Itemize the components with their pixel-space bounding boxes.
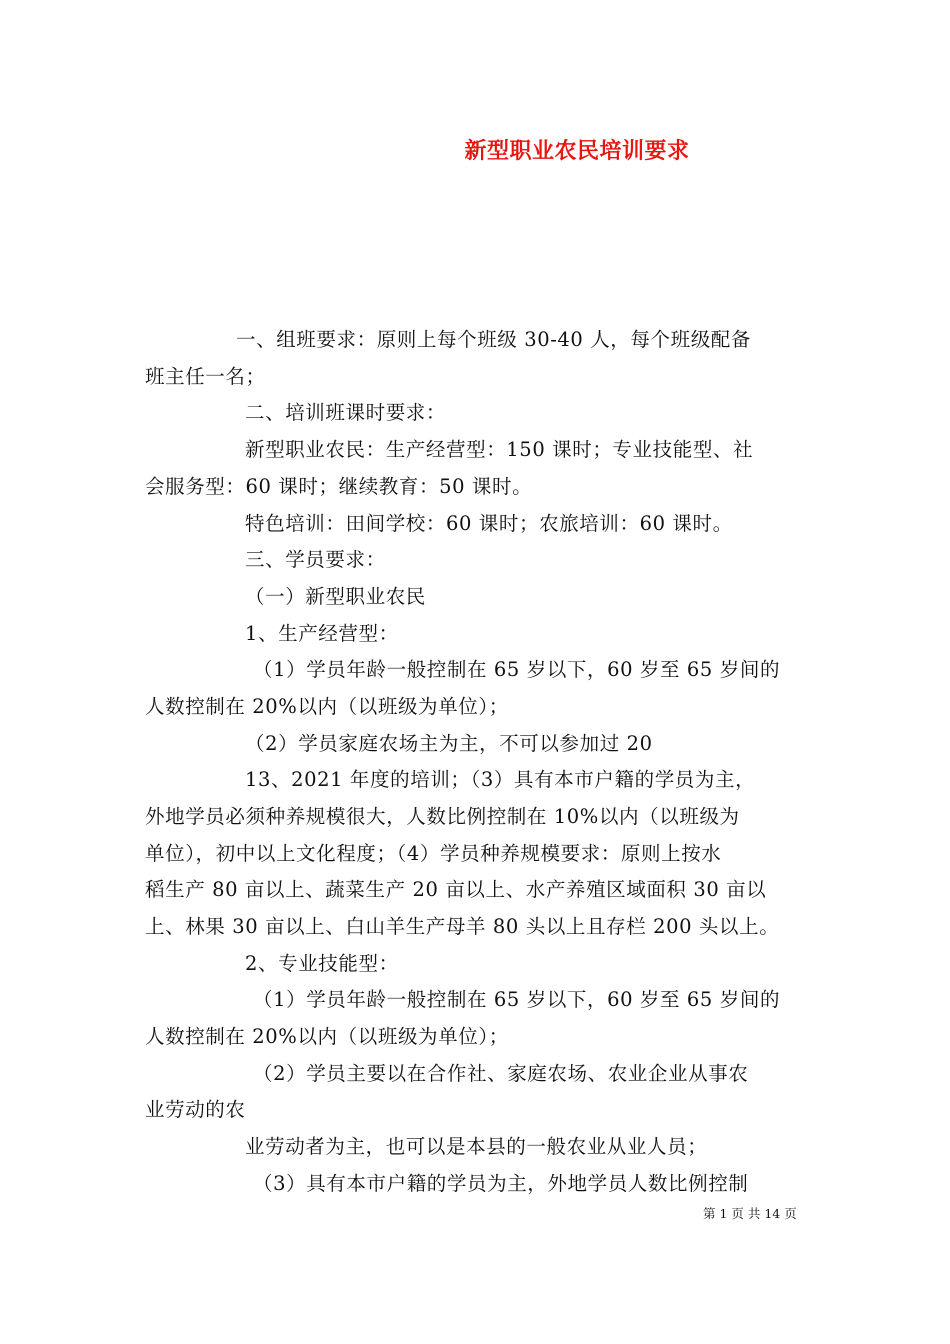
body-line-22: 业劳动的农: [145, 1098, 246, 1121]
body-line-5: 会服务型：60 课时；继续教育：50 课时。: [145, 475, 533, 498]
body-line-21: （2）学员主要以在合作社、家庭农场、农业企业从事农: [253, 1062, 749, 1085]
body-line-23: 业劳动者为主，也可以是本县的一般农业从业人员；: [245, 1135, 708, 1158]
body-line-24: （3）具有本市户籍的学员为主，外地学员人数比例控制: [253, 1172, 749, 1195]
body-line-6: 特色培训：田间学校：60 课时；农旅培训：60 课时。: [245, 512, 733, 535]
body-line-1: 一、组班要求：原则上每个班级 30-40 人，每个班级配备: [236, 328, 752, 351]
body-line-2: 班主任一名；: [145, 365, 266, 388]
body-line-15: 单位），初中以上文化程度；（4）学员种养规模要求：原则上按水: [145, 842, 722, 865]
body-line-17: 上、林果 30 亩以上、白山羊生产母羊 80 头以上且存栏 200 头以上。: [145, 915, 780, 938]
body-line-18: 2、专业技能型：: [245, 952, 399, 975]
body-line-20: 人数控制在 20%以内（以班级为单位）；: [145, 1025, 509, 1048]
body-line-14: 外地学员必须种养规模很大，人数比例控制在 10%以内（以班级为: [145, 805, 740, 828]
body-line-13: 13、2021 年度的培训；（3）具有本市户籍的学员为主，: [245, 768, 756, 791]
body-line-16: 稻生产 80 亩以上、蔬菜生产 20 亩以上、水产养殖区域面积 30 亩以: [145, 878, 767, 901]
body-line-4: 新型职业农民：生产经营型：150 课时；专业技能型、社: [245, 438, 754, 461]
document-title: 新型职业农民培训要求: [464, 138, 690, 164]
body-line-10: （1）学员年龄一般控制在 65 岁以下，60 岁至 65 岁间的: [253, 658, 781, 681]
body-line-3: 二、培训班课时要求：: [245, 401, 447, 424]
body-line-8: （一）新型职业农民: [245, 585, 426, 608]
body-line-9: 1、生产经营型：: [245, 622, 399, 645]
body-line-7: 三、学员要求：: [245, 548, 386, 571]
body-line-11: 人数控制在 20%以内（以班级为单位）；: [145, 695, 509, 718]
page-number-footer: 第 1 页 共 14 页: [703, 1206, 797, 1221]
body-line-12: （2）学员家庭农场主为主，不可以参加过 20: [245, 732, 653, 755]
body-line-19: （1）学员年龄一般控制在 65 岁以下，60 岁至 65 岁间的: [253, 988, 781, 1011]
